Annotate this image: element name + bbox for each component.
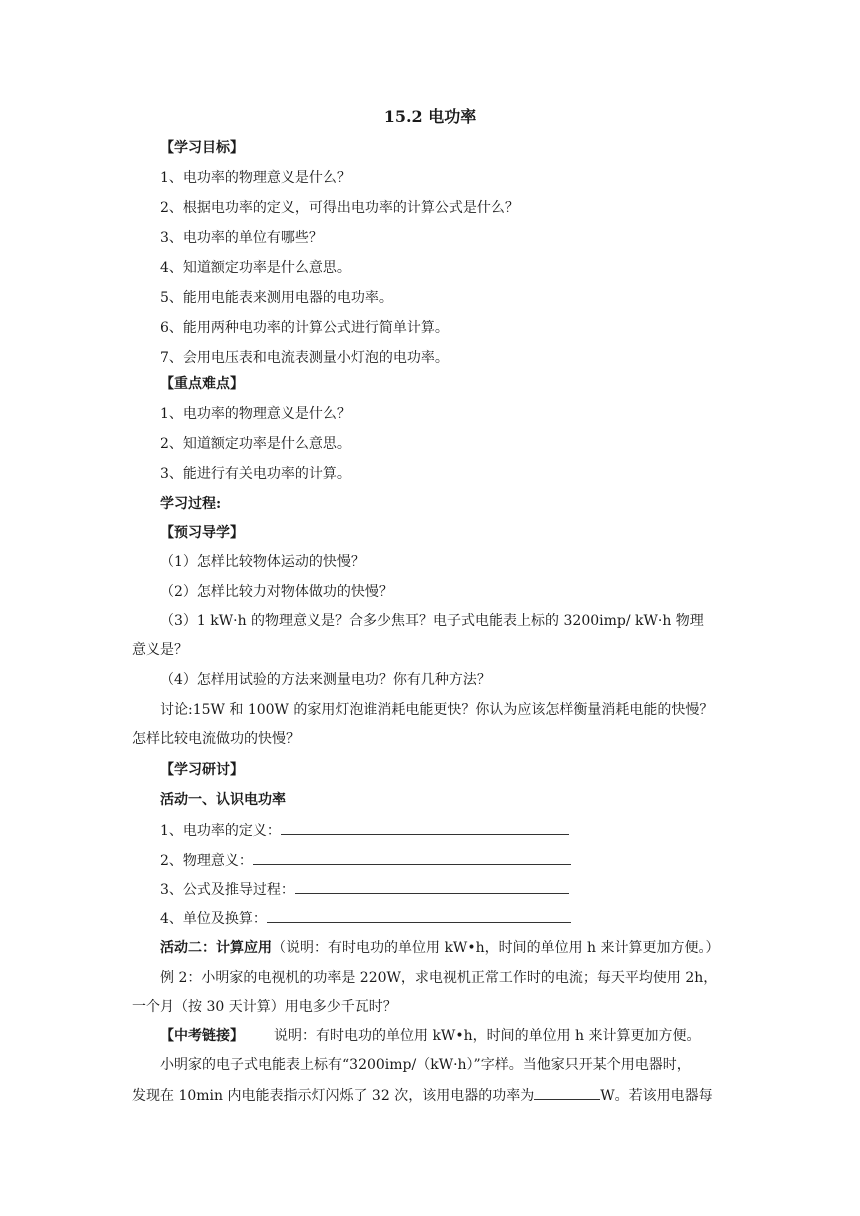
preview-question: （3）1 kW·h 的物理意义是？合多少焦耳？电子式电能表上标的 3200imp/ kW·h 物理 <box>160 613 704 629</box>
fill-item <box>160 820 569 841</box>
fill-item <box>160 879 569 900</box>
key-point-item: 1、电功率的物理意义是什么？ <box>160 406 351 422</box>
exam-problem-text: 发现在 10min 内电能表指示灯闪烁了 32 次，该用电器的功率为 <box>132 1088 535 1104</box>
example-text: 例 2：小明家的电视机的功率是 220W，求电视机正常工作时的电流；每天平均使用 2h， <box>160 970 718 986</box>
answer-blank[interactable] <box>267 908 571 923</box>
preview-question: （2）怎样比较力对物体做功的快慢？ <box>160 584 393 600</box>
goal-item: 7、会用电压表和电流表测量小灯泡的电功率。 <box>160 350 449 366</box>
exam-problem: 小明家的电子式电能表上标有“3200imp/（kW·h）”字样。当他家只开某个用电器时， <box>160 1057 691 1073</box>
activity2-note: （说明：有时电功的单位用 kW•h，时间的单位用 h 来计算更加方便。） <box>272 940 720 956</box>
exam-heading: 【中考链接】 <box>160 1028 244 1044</box>
answer-blank[interactable] <box>281 820 569 835</box>
activity2-line <box>160 938 720 958</box>
goal-item: 6、能用两种电功率的计算公式进行简单计算。 <box>160 320 449 336</box>
process-heading: 学习过程: <box>160 496 222 512</box>
fill-item <box>160 850 571 871</box>
fill-label: 1、电功率的定义： <box>160 823 281 839</box>
answer-blank[interactable] <box>295 879 569 894</box>
key-points-heading: 【重点难点】 <box>160 376 244 392</box>
preview-question: （1）怎样比较物体运动的快慢？ <box>160 554 365 570</box>
fill-label: 4、单位及换算： <box>160 911 267 927</box>
goal-item: 2、根据电功率的定义，可得出电功率的计算公式是什么？ <box>160 200 519 216</box>
goals-heading: 【学习目标】 <box>160 140 244 156</box>
discussion-text: 讨论:15W 和 100W 的家用灯泡谁消耗电能更快？你认为应该怎样衡量消耗电能的快慢？ <box>160 702 714 718</box>
exam-problem-cont <box>132 1085 713 1106</box>
key-point-item: 3、能进行有关电功率的计算。 <box>160 466 351 482</box>
discussion-text-cont: 怎样比较电流做功的快慢？ <box>132 731 300 747</box>
fill-label: 3、公式及推导过程： <box>160 882 295 898</box>
answer-blank[interactable] <box>534 1085 600 1100</box>
answer-blank[interactable] <box>253 850 571 865</box>
study-heading: 【学习研讨】 <box>160 762 244 778</box>
activity1-title: 活动一、认识电功率 <box>160 792 286 808</box>
exam-problem-text: W。若该用电器每 <box>600 1088 713 1104</box>
fill-label: 2、物理意义： <box>160 853 253 869</box>
goal-item: 5、能用电能表来测用电器的电功率。 <box>160 290 393 306</box>
page-title: 15.2 电功率 <box>383 107 477 126</box>
key-point-item: 2、知道额定功率是什么意思。 <box>160 436 351 452</box>
goal-item: 1、电功率的物理意义是什么？ <box>160 170 351 186</box>
example-text-cont: 一个月（按 30 天计算）用电多少千瓦时？ <box>132 999 397 1015</box>
preview-question-cont: 意义是？ <box>132 642 188 658</box>
exam-line <box>160 1026 701 1046</box>
exam-note: 说明：有时电功的单位用 kW•h，时间的单位用 h 来计算更加方便。 <box>274 1028 701 1044</box>
activity2-title: 活动二：计算应用 <box>160 940 272 956</box>
fill-item <box>160 908 571 929</box>
goal-item: 4、知道额定功率是什么意思。 <box>160 260 351 276</box>
preview-heading: 【预习导学】 <box>160 525 244 541</box>
preview-question: （4）怎样用试验的方法来测量电功？你有几种方法？ <box>160 672 491 688</box>
goal-item: 3、电功率的单位有哪些？ <box>160 230 323 246</box>
